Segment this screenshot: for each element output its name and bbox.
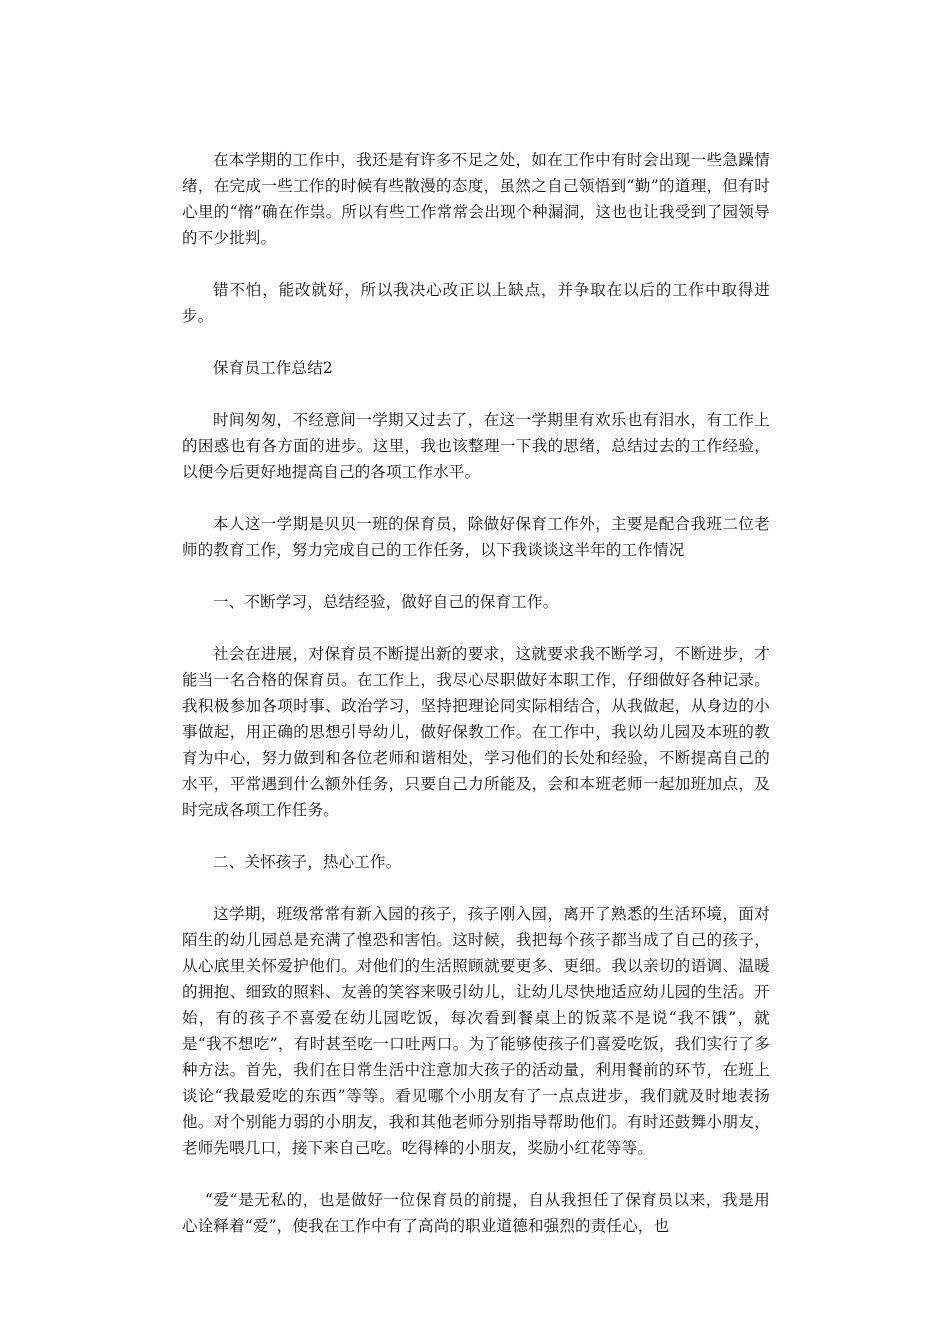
subheading-caring: 二、关怀孩子，热心工作。 <box>213 853 402 871</box>
paragraph-learning: 社会在进展，对保育员不断提出新的要求，这就要求我不断学习，不断进步，才能当一名合格的保育员。在工作上，我尽心尽职做好本职工作，仔细做好各种记录。我积极参加各项时事、政治学习，坚持把理论同实际相结合，从我做起，从身边的小事做起，用正确的思想引导幼儿，做好保教工作。在工作中，我以幼儿园及本班的教育为中心，努力做到和各位老师和谐相处，学习他们的长处和经验，不断提高自己的水平，平常遇到什么额外任务，只要自己力所能及，会和本班老师一起加班加点，及时完成各项工作任务。 <box>182 645 770 819</box>
section-title: 保育员工作总结2 <box>213 359 333 377</box>
paragraph-intro: 时间匆匆，不经意间一学期又过去了，在这一学期里有欢乐也有泪水，有工作上的困惑也有各方面的进步。这里，我也该整理一下我的思绪，总结过去的工作经验，以便今后更好地提高自己的各项工作水平。 <box>182 411 770 481</box>
subheading-learning: 一、不断学习，总结经验，做好自己的保育工作。 <box>213 593 559 611</box>
document-body <box>182 147 770 1265</box>
paragraph-resolution: 错不怕，能改就好，所以我决心改正以上缺点，并争取在以后的工作中取得进步。 <box>182 281 770 325</box>
paragraph-role: 本人这一学期是贝贝一班的保育员，除做好保育工作外，主要是配合我班二位老师的教育工作，努力完成自己的工作任务，以下我谈谈这半年的工作情况 <box>182 515 770 559</box>
paragraph-caring: 这学期，班级常常有新入园的孩子，孩子刚入园，离开了熟悉的生活环境，面对陌生的幼儿园总是充满了惶恐和害怕。这时候，我把每个孩子都当成了自己的孩子，从心底里关怀爱护他们。对他们的生活照顾就要更多、更细。我以亲切的语调、温暖的拥抱、细致的照料、友善的笑容来吸引幼儿，让幼儿尽快地适应幼儿园的生活。开始，有的孩子不喜爱在幼儿园吃饭，每次看到餐桌上的饭菜不是说“我不饿”，就是“我不想吃”，有时甚至吃一口吐两口。为了能够使孩子们喜爱吃饭，我们实行了多种方法。首先，我们在日常生活中注意加大孩子的活动量，利用餐前的环节，在班上谈论“我最爱吃的东西”等等。看见哪个小朋友有了一点点进步，我们就及时地表扬他。对个别能力弱的小朋友，我和其他老师分别指导帮助他们。有时还鼓舞小朋友，老师先喂几口，接下来自己吃。吃得棒的小朋友，奖励小红花等等。 <box>182 905 770 1157</box>
paragraph-love: “爱“是无私的，也是做好一位保育员的前提，自从我担任了保育员以来，我是用心诠释着“爱”，使我在工作中有了高尚的职业道德和强烈的责任心，也 <box>182 1191 770 1235</box>
paragraph-shortcomings: 在本学期的工作中，我还是有许多不足之处，如在工作中有时会出现一些急躁情绪，在完成一些工作的时候有些散漫的态度，虽然之自己领悟到“勤”的道理，但有时心里的“惰”确在作祟。所以有些工作常常会出现个种漏洞，这也也让我受到了园领导的不少批判。 <box>182 151 770 247</box>
